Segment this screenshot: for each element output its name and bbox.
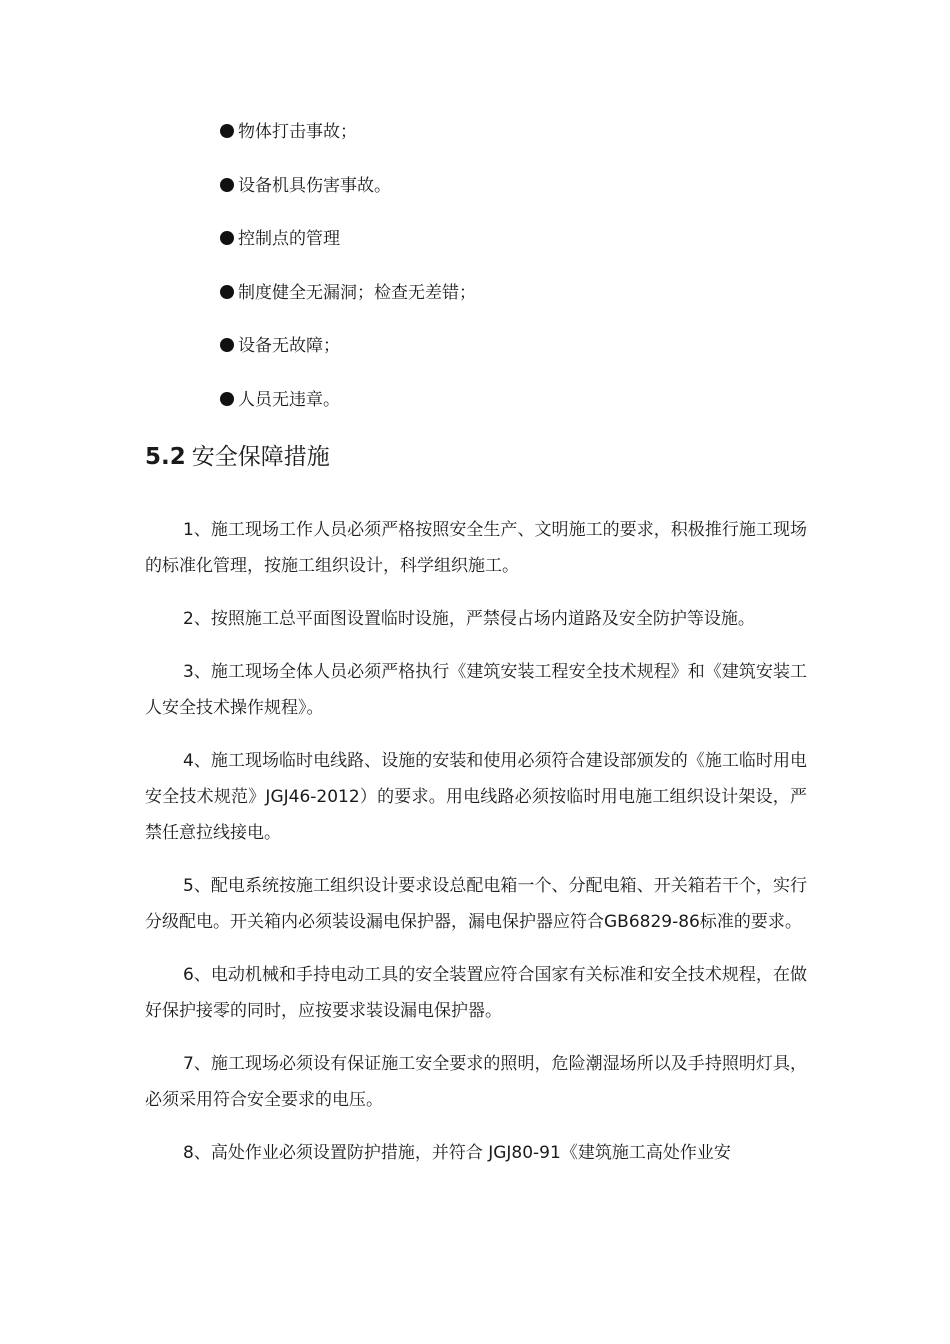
- bullet-dot-icon: [220, 338, 234, 352]
- bullet-text: 制度健全无漏洞；检查无差错；: [238, 282, 476, 303]
- section-number: 5.2: [145, 444, 186, 470]
- bullet-item: [220, 172, 820, 226]
- bullet-item: [220, 332, 820, 386]
- bullet-item: [220, 118, 820, 172]
- paragraph: 1、施工现场工作人员必须严格按照安全生产、文明施工的要求，积极推行施工现场的标准化管理，按施工组织设计，科学组织施工。: [145, 520, 807, 576]
- paragraph: 8、高处作业必须设置防护措施，并符合 JGJ80-91《建筑施工高处作业安: [183, 1143, 731, 1163]
- bullet-text: 设备机具伤害事故。: [238, 175, 391, 196]
- section-body: [145, 512, 807, 1188]
- bullet-dot-icon: [220, 392, 234, 406]
- bullet-dot-icon: [220, 231, 234, 245]
- paragraph: 5、配电系统按施工组织设计要求设总配电箱一个、分配电箱、开关箱若干个，实行分级配电。开关箱内必须装设漏电保护器，漏电保护器应符合GB6829-86标准的要求。: [145, 876, 807, 932]
- bullet-text: 设备无故障；: [238, 336, 340, 356]
- bullet-dot-icon: [220, 285, 234, 299]
- bullet-item: [220, 386, 820, 440]
- paragraph: 2、按照施工总平面图设置临时设施，严禁侵占场内道路及安全防护等设施。: [183, 609, 755, 629]
- section-heading: [145, 440, 330, 474]
- section-title: 安全保障措施: [191, 444, 330, 470]
- paragraph: 3、施工现场全体人员必须严格执行《建筑安装工程安全技术规程》和《建筑安装工人安全技术操作规程》。: [145, 662, 807, 718]
- bullet-text: 物体打击事故；: [238, 122, 357, 142]
- bullet-list: [220, 118, 820, 439]
- bullet-dot-icon: [220, 178, 234, 192]
- bullet-item: [220, 279, 820, 333]
- paragraph: 6、电动机械和手持电动工具的安全装置应符合国家有关标准和安全技术规程，在做好保护接零的同时，应按要求装设漏电保护器。: [145, 965, 807, 1021]
- bullet-text: 人员无违章。: [238, 389, 340, 410]
- paragraph: 7、施工现场必须设有保证施工安全要求的照明，危险潮湿场所以及手持照明灯具，必须采用符合安全要求的电压。: [145, 1054, 807, 1110]
- bullet-dot-icon: [220, 124, 234, 138]
- bullet-item: [220, 225, 820, 279]
- paragraph: 4、施工现场临时电线路、设施的安装和使用必须符合建设部颁发的《施工临时用电安全技术规范》JGJ46-2012）的要求。用电线路必须按临时用电施工组织设计架设，严禁任意拉线接电。: [145, 751, 807, 843]
- bullet-text: 控制点的管理: [238, 229, 340, 249]
